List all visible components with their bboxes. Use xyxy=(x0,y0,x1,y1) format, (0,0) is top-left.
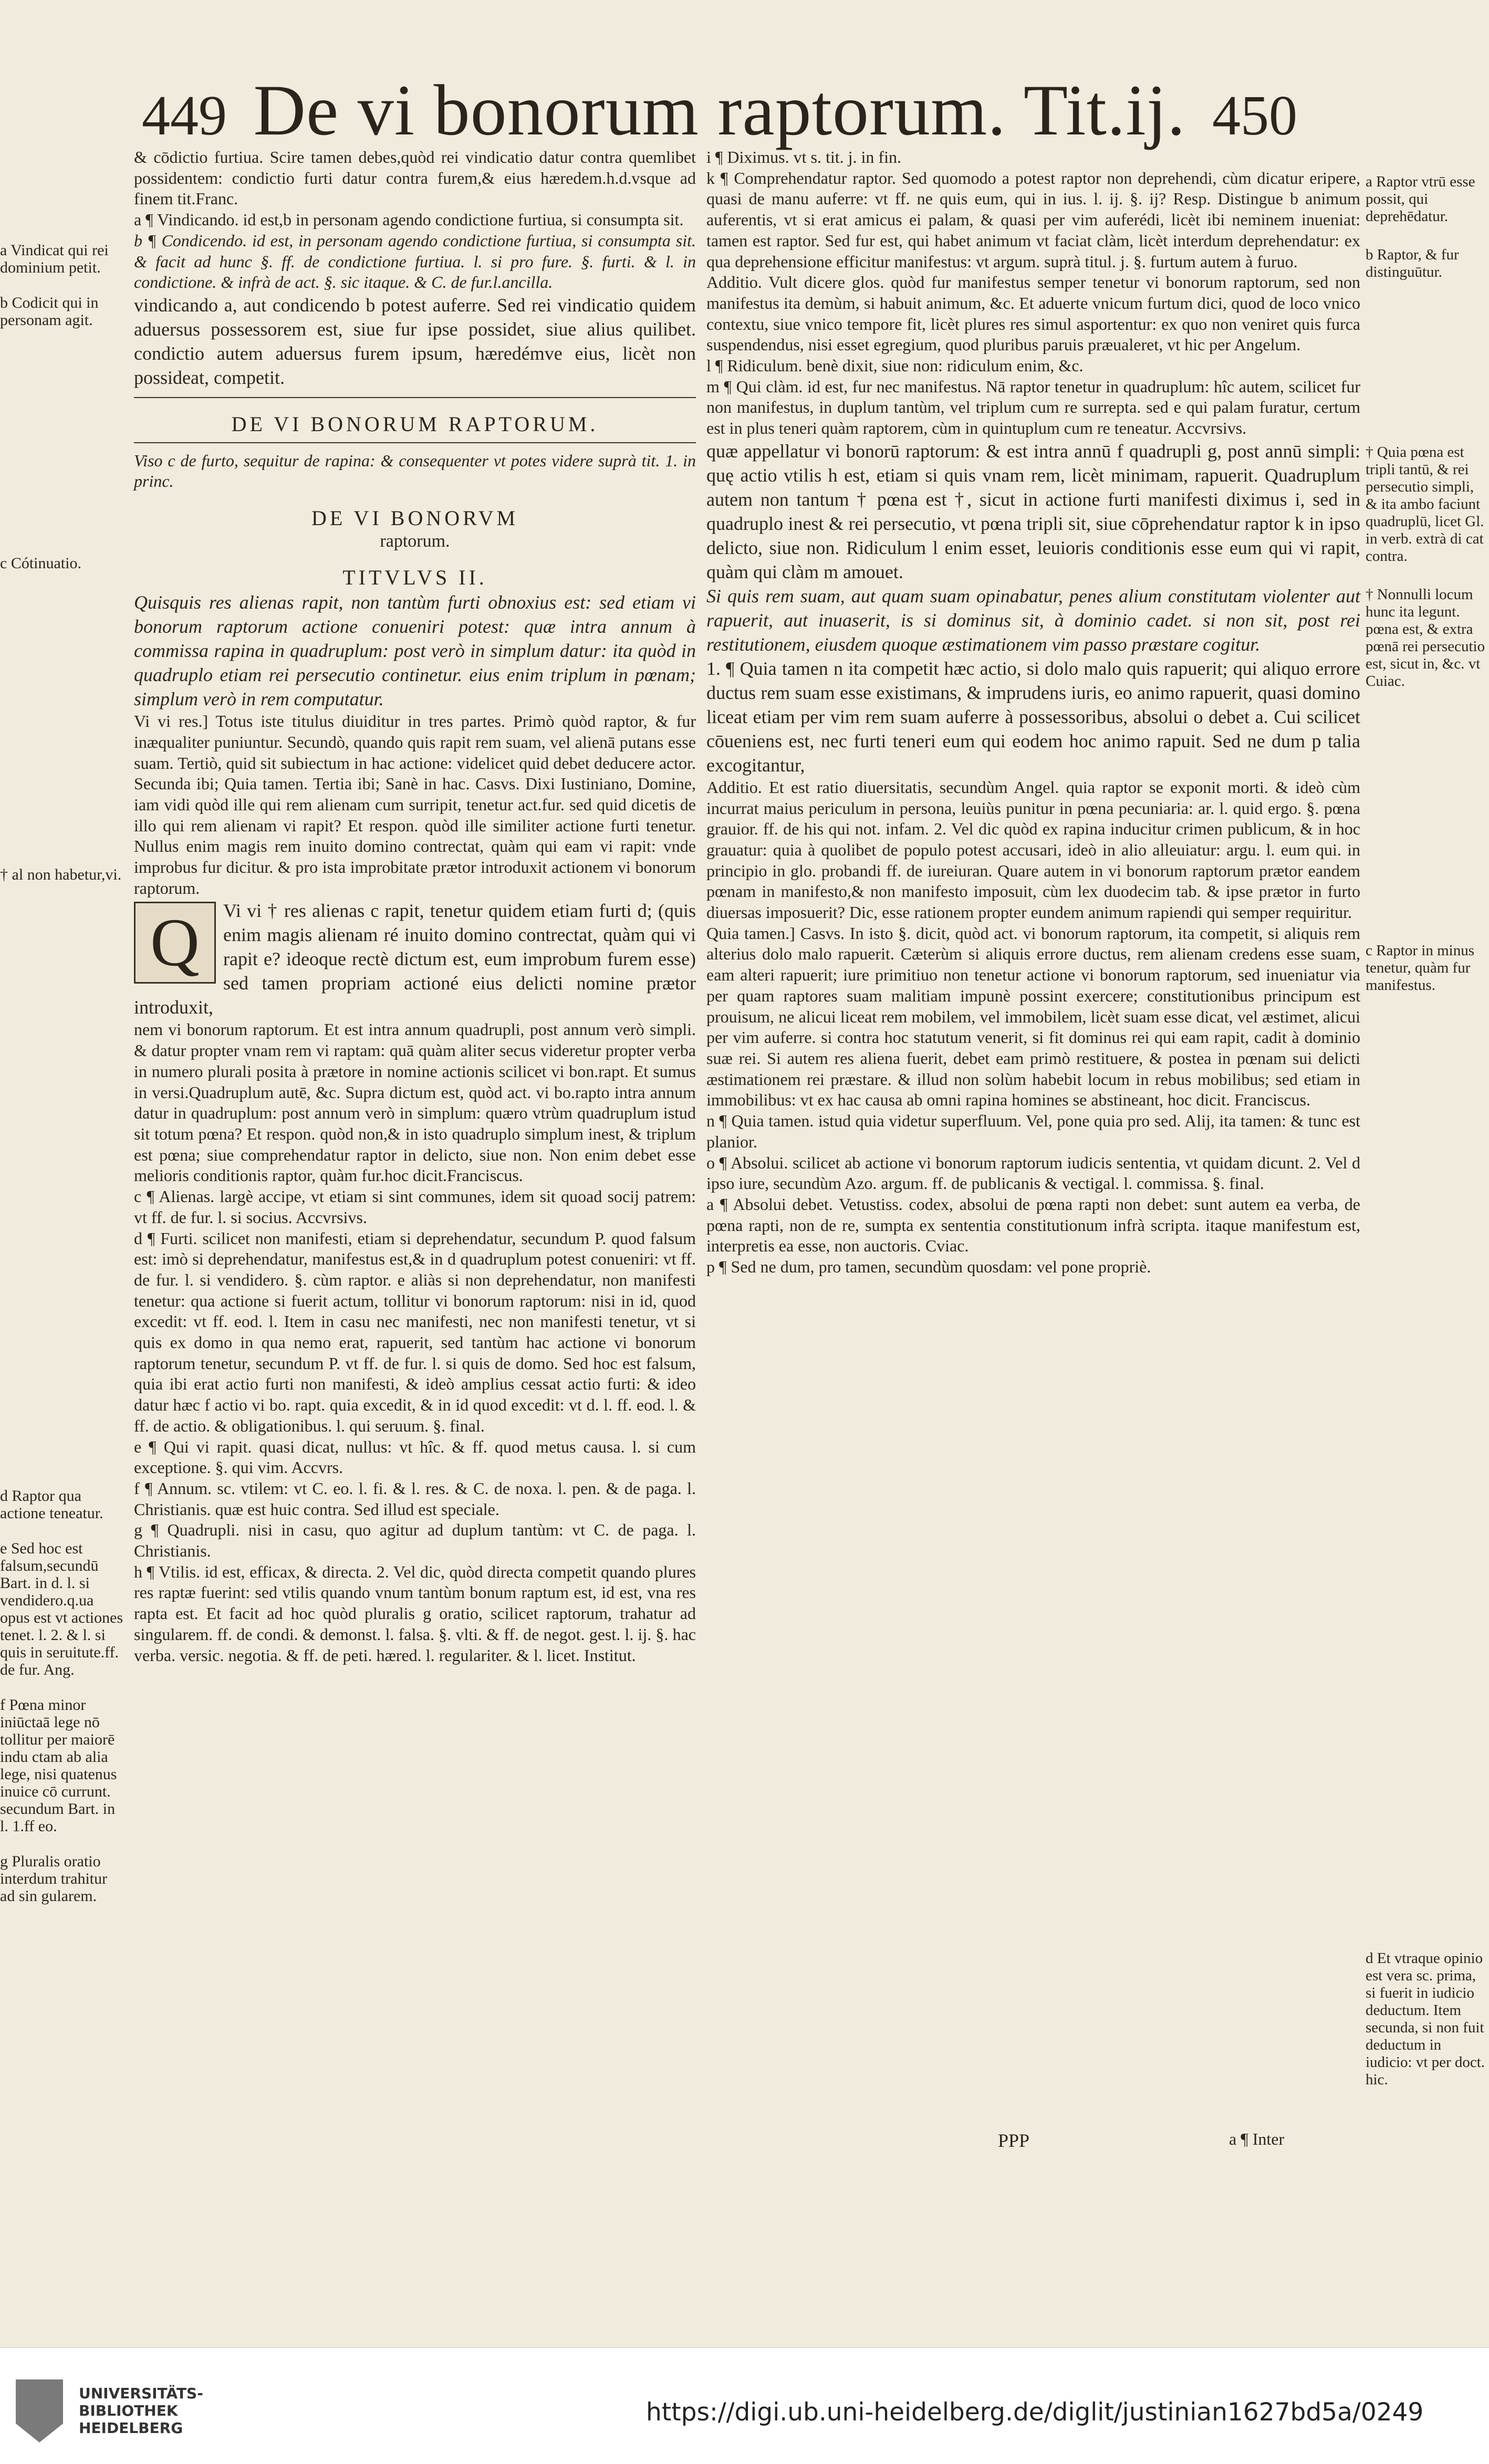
right-column xyxy=(706,147,1360,1278)
margin-note: b Codicit qui in personam agit. xyxy=(0,294,99,329)
gloss-text: f ¶ Annum. sc. vtilem: vt C. eo. l. fi. & l. res. & C. de noxa. l. pen. & de paga. l. Christianis. quæ est huic contra. Sed illud est speciale. xyxy=(134,1478,696,1519)
gloss-text: b ¶ Condicendo. id est, in personam agendo condictione furtiua, si consumpta sit. & facit ad hunc §. ff. de condictione furtiua. l. si pro fure. §. furti. & l. in condictione. & infrà de act. §. sic itaque. & C. de fur.l.ancilla. xyxy=(134,231,696,292)
section-heading: DE VI BONORVM xyxy=(311,506,519,530)
statute-text: Vi vi † res alienas c rapit, tenetur quidem etiam furti d; (quis enim magis alienam ré inuito domino contrectat, quàm qui vi rapit e? ideoque rectè dictum est, eum improbum furem esse) sed tamen propriam actioné eius delicti nomine prætor introduxit, xyxy=(134,900,696,1018)
margin-note: b Raptor, & fur distinguūtur. xyxy=(1366,246,1459,280)
signature-mark: PPP xyxy=(998,2130,1030,2151)
margin-note: † Nonnulli locum hunc ita legunt. pœna est, & extra pœnā rei persecutio est, sicut in, &c. vt Cuiac. xyxy=(1366,586,1485,690)
gloss-text: g ¶ Quadrupli. nisi in casu, quo agitur ad duplum tantùm: vt C. de paga. l. Christianis. xyxy=(134,1520,696,1561)
gloss-text: Additio. Vult dicere glos. quòd fur manifestus semper tenetur vi bonorum raptorum, sed non manifestus ita demùm, si habuit animum, &c. Et aduerte vnicum furtum dici, quod de loco vnico contextu, siue vnico tempore fit, licèt plures res simul asportentur: ex quo non veniret quis furca suspendendus, nisi esset egregium, quod pluribus paruis præualeret, vt hic per Angelum. xyxy=(706,273,1360,354)
gloss-text: o ¶ Absolui. scilicet ab actione vi bonorum raptorum iudicis sententia, vt quidam dicunt. 2. Vel d ipso iure, secundùm Azo. argum. ff. de publicanis & vectigal. l. commissa. §. final. xyxy=(706,1153,1360,1193)
gloss-text: a ¶ Absolui debet. Vetustiss. codex, absolui de pœna rapti non debet: sunt autem ea verba, de pœna rapti, non de re, sumpta ex sententia constitutionum infrà scripta. itaque manifestum est, interpretis ea esse, non auctoris. Cviac. xyxy=(706,1194,1360,1256)
margin-note: a Raptor vtrū esse possit, qui deprehēdatur. xyxy=(1366,173,1475,225)
catchword: a ¶ Inter xyxy=(1229,2129,1285,2148)
gloss-text: nem vi bonorum raptorum. Et est intra annum quadrupli, post annum verò simpli. & datur propter vnam rem vi raptam: quā quàm aliter secus videretur propter verba in numero plurali posita à prætore in nomine actionis scilicet vi bon.rapt. Et sumus in versi.Quadruplum autē, &c. Supra dictum est, quòd act. vi bo.rapto intra annum datur in quadruplum: post annum verò in simplum: quæro vtrùm quadruplum istud sit totum pœna? Et respon. quòd non,& in isto quadruplo simplum inest, & triplum est pœna; siue comprehendatur raptor in delicto, siue non. Non enim debet esse melioris conditionis raptor, quàm fur.hoc dicit.Franciscus. xyxy=(134,1020,696,1185)
library-logo-icon xyxy=(16,2379,63,2442)
right-margin-notes xyxy=(1366,173,1489,2110)
gloss-text: Viso c de furto, sequitur de rapina: & consequenter vt potes videre suprà tit. 1. in princ. xyxy=(134,451,696,491)
divider xyxy=(134,397,696,398)
divider xyxy=(134,442,696,443)
margin-note: c Raptor in minus tenetur, quàm fur manifestus. xyxy=(1366,942,1475,994)
running-title: De vi bonorum raptorum. Tit.ij. xyxy=(253,70,1186,150)
margin-note: † al non habetur,vi. xyxy=(0,866,122,883)
running-header xyxy=(142,68,1297,150)
gloss-text: a ¶ Vindicando. id est,b in personam agendo condictione furtiua, si consumpta sit. xyxy=(134,210,684,229)
margin-note: e Sed hoc est falsum,secundū Bart. in d. l. si vendidero.q.ua opus est vt actiones tenet. l. 2. & l. si quis in seruitute.ff. de fur. Ang. xyxy=(0,1540,123,1678)
title-number: TITVLVS II. xyxy=(342,566,487,590)
section-subheading: raptorum. xyxy=(380,531,450,551)
margin-note: d Raptor qua actione teneatur. xyxy=(0,1487,103,1522)
gloss-text: c ¶ Alienas. largè accipe, vt etiam si sint communes, idem sit quoad socij patrem: vt ff. de fur. l. si socius. Accvrsivs. xyxy=(134,1187,696,1227)
margin-note: d Et vtraque opinio est vera sc. prima, si fuerit in iudicio deductum. Item secunda, si non fuit deductum in iudicio: vt per doct. hic. xyxy=(1366,1950,1485,2088)
library-name-line: HEIDELBERG xyxy=(79,2419,183,2437)
gloss-text: Vi vi res.] Totus iste titulus diuiditur in tres partes. Primò quòd raptor, & fur inæqualiter puniuntur. Secundò, quando quis rapit rem suam, vel alienā putans esse suam. Tertiò, quid sit subiectum in hac actione: videlicet quid debet deducere actor. Secunda ibi; Quia tamen. Tertia ibi; Sanè in hac. Casvs. Dixi Iustiniano, Domine, iam vidi quòd ille qui rem alienam cum surripit, tenetur act.fur. sed quid dicetis de illo qui rem alienam vi rapit? Et respon. quòd ille similiter actione furti tenetur. Nullus enim magis rem inuito domino contrectat, quàm qui eam vi rapit: vnde improbus fur dicitur. & pro ista improbitate prætor introduxit actionem vi bonorum raptorum. xyxy=(134,712,696,897)
page-number-right: 450 xyxy=(1212,85,1297,147)
statute-text: vindicando a, aut condicendo b potest auferre. Sed rei vindicatio quidem aduersus possessorem est, siue fur ipse possidet, siue alius quilibet. condictio autem aduersus furem ipsum, hæredémve eius, licèt non possideat, competit. xyxy=(134,294,696,388)
gloss-text: l ¶ Ridiculum. benè dixit, siue non: ridiculum enim, &c. xyxy=(706,356,1084,375)
statute-text: 1. ¶ Quia tamen n ita competit hæc actio, si dolo malo quis rapuerit; qui aliquo errore ductus rem suam esse existimans, & imprudens iuris, eo animo rapuerit, quasi domino liceat etiam per vim rem suam auferre à possessoribus, absolui o debet a. Cui scilicet cōueniens est, nec furti teneri eum qui eodem hoc animo rapuit. Sed ne dum p talia excogitantur, xyxy=(706,657,1360,776)
gloss-text: m ¶ Qui clàm. id est, fur nec manifestus. Nā raptor tenetur in quadruplum: hîc autem, scilicet fur non manifestus, in duplum tantùm, vel triplum cum re surrepta. sed e qui palam furatur, certum est in plus teneri quàm raptorem, cùm in quintuplum cum re teneatur. Accvrsivs. xyxy=(706,377,1360,438)
section-heading: DE VI BONORUM RAPTORUM. xyxy=(231,412,599,436)
gloss-text: i ¶ Diximus. vt s. tit. j. in fin. xyxy=(706,148,901,166)
gloss-text: n ¶ Quia tamen. istud quia videtur superfluum. Vel, pone quia pro sed. Alij, ita tamen: & tunc est planior. xyxy=(706,1111,1360,1151)
margin-note: c Cótinuatio. xyxy=(0,555,81,572)
library-name-line: BIBLIOTHEK xyxy=(79,2402,178,2419)
margin-note: f Pœna minor iniūctaā lege nō tollitur per maiorē indu ctam ab alia lege, nisi quatenus inuice cō currunt. secundum Bart. in l. 1.ff eo. xyxy=(0,1696,117,1835)
margin-note: g Pluralis oratio interdum trahitur ad sin gularem. xyxy=(0,1853,108,1905)
lex-text: Si quis rem suam, aut quam suam opinabatur, penes alium constitutam violenter aut rapuerit, aut inuaserit, is si dominus sit, à dominio cadet. si non sit, post rei restitutionem, eiusdem quoque æstimationem vim passo præstare cogitur. xyxy=(706,585,1360,655)
gloss-text: Quia tamen.] Casvs. In isto §. dicit, quòd act. vi bonorum raptorum, ita competit, si aliquis rem alterius dolo malo rapuerit. Cæterùm si aliquis errore ductus, rem alienam credens esse suam, eam alteri rapuerit; iure primitiuo non tenetur actione vi bonorum raptorum, sed inueniatur via per quam raptores suam malitiam impunè possint exercere; constitutionibus principum est prouisum, ne alicui liceat rem mobilem, vel immobilem, licèt suam esse dicat, vel æstimet, alicui per vim auferre. si contra hoc statutum venerit, si fit dominus rei qui eam rapit, cadit à dominio suæ rei. Si autem res aliena fuerit, debet eam primò restituere, & postea in pœnam sui delicti æstimationem rei præstare. & illud non solùm habebit locum in rebus mobilibus; sed etiam in immobilibus: vt ex hac causa ab omni rapina homines se abstineant, hoc dicit. Franciscus. xyxy=(706,923,1360,1110)
statute-text: quæ appellatur vi bonorū raptorum: & est intra annū f quadrupli g, post annū simpli: quę actio vtilis h est, etiam si quis vnam rem, licèt minimam, rapuerit. Quadruplum autem non tantum † pœna est †, sicut in actione furti manifesti diximus i, sed in quadruplo inest & rei persecutio, vt pœna tripli sit, siue cōprehendatur raptor k in ipso delicto, siue non. Ridiculum l enim esset, leuioris conditionis esse eum qui vi rapit, quàm qui clàm m amouet. xyxy=(706,440,1360,582)
gloss-text: k ¶ Comprehendatur raptor. Sed quomodo a potest raptor non deprehendi, cùm dicatur eripere, quasi de manu auferre: vt ff. ne quis eum, qui in ius. l. ij. §. ij? Resp. Distingue b animum auferentis, vt si erat amicus ei palam, & quasi per vim auferédi, licèt ibi neminem inueniat: tamen est raptor. Sed fur est, qui habet animum vt faciat clàm, licèt interdum deprehendatur: ex qua deprehensione efficitur manifestus: vt argum. suprà titul. j. §. furtum autem à furuo. xyxy=(706,168,1360,271)
gloss-text: & cōdictio furtiua. Scire tamen debes,quòd rei vindicatio datur contra quemlibet possidentem: condictio furti datur contra furem,& eius hæredem.h.d.vsque ad finem tit.Franc. xyxy=(134,148,696,208)
gloss-text: Additio. Et est ratio diuersitatis, secundùm Angel. quia raptor se exponit morti. & ideò cùm incurrat maius periculum in persona, leuiùs punitur in pœna pecuniaria: ar. l. quid ergo. §. pœna grauior. ff. de his qui not. infam. 2. Vel dic quòd ex rapina inducitur crimen publicum, & in hoc grauatur: quia à quolibet de populo potest accusari, ideò in alio alleuiatur: argu. l. eum qui. in principio in glo. probandi ff. de iureiuran. Quare autem in vi bonorum raptorum prætor eandem pœnam in manifesto,& non manifesto imposuit, cùm lex duodecim tab. & ipse prætor in furto diuersas imposuerit? Dic, esse rationem propter eundem animum rapiendi qui semper requiritur. xyxy=(706,777,1360,922)
left-margin-notes xyxy=(0,147,123,1923)
gloss-text: d ¶ Furti. scilicet non manifesti, etiam si deprehendatur, secundum P. quod falsum est: imò si deprehendatur, manifestus est,& in d quadruplum potest conueniri: vt ff. de fur. l. si vendidero. §. cùm raptor. e aliàs si non deprehendatur, non manifesti tenetur: qua actione si fuerit actum, tollitur vi bonorum raptorum: nisi in id, quod excedit: vt ff. eod. l. Item in casu nec manifesti, nec non manifesti tenetur, vt si quis ex domo in qua nemo erat, rapuerit, sed tantùm hac actione vi bonorum raptorum tenetur, secundum P. vt ff. de fur. l. si quis de domo. Sed hoc est falsum, quia ibi erat actio furti non manifesti, & ideò amplius cessat actio furti: & ideo datur hæc f actio vi bo. rapt. quia excedit, & in id quod excedit: vt d. l. ff. eod. l. & ff. de actio. & obligationibus. l. qui seruum. §. final. xyxy=(134,1228,696,1435)
gloss-text: e ¶ Qui vi rapit. quasi dicat, nullus: vt hîc. & ff. quod metus causa. l. si cum exceptione. §. qui vim. Accvrs. xyxy=(134,1437,696,1477)
margin-note: a Vindicat qui rei dominium petit. xyxy=(0,242,109,276)
gloss-text: p ¶ Sed ne dum, pro tamen, secundùm quosdam: vel pone propriè. xyxy=(706,1257,1151,1277)
permalink-url[interactable]: https://digi.ub.uni-heidelberg.de/diglit/justinian1627bd5a/0249 xyxy=(646,2398,1424,2427)
library-name xyxy=(79,2385,203,2437)
page-number-left: 449 xyxy=(142,85,227,147)
lex-text: Quisquis res alienas rapit, non tantùm furti obnoxius est: sed etiam vi bonorum raptorum actione conueniri potest: quæ intra annum à commissa rapina in quadruplum: post verò in simplum datur: ita quòd in quadruplo etiam rei persecutio continetur. eius enim triplum in pœnam; simplum verò in rem computatur. xyxy=(134,592,696,710)
decorated-initial: Q xyxy=(134,902,216,984)
margin-note: † Quia pœna est tripli tantū, & rei persecutio simpli, & ita ambo faciunt quadruplū, licet Gl. in verb. extrà di cat contra. xyxy=(1366,444,1484,565)
gloss-text: h ¶ Vtilis. id est, efficax, & directa. 2. Vel dic, quòd directa competit quando plures res raptæ fuerint: sed vtilis quando vnum tantùm bonum raptum est, id est, vna res rapta est. Et facit ad hoc quòd pluralis g oratio, scilicet raptorum, trahatur ad singularem. ff. de condi. & demonst. l. falsa. §. vlti. & ff. de negot. gest. l. ij. §. hac verba. versic. negotia. & ff. de peti. hæred. l. regulariter. & l. licet. Institut. xyxy=(134,1562,696,1665)
left-column xyxy=(134,147,696,1666)
library-name-line: UNIVERSITÄTS- xyxy=(79,2385,203,2402)
library-footer xyxy=(0,2347,1489,2464)
